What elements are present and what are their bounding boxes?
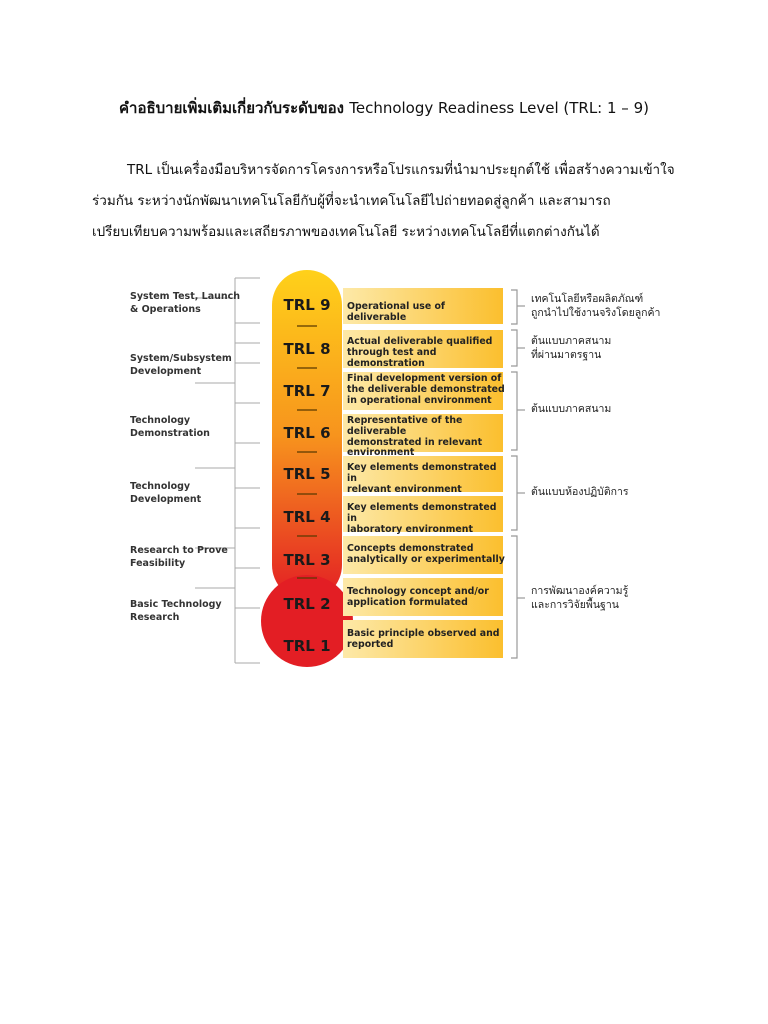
trl-8-label: TRL 8: [283, 340, 331, 358]
trl-9-label: TRL 9: [283, 296, 331, 314]
thai-group-lab-prototype: ต้นแบบห้องปฏิบัติการ: [531, 486, 629, 498]
trl-diagram: [115, 268, 675, 688]
trl-6-label: TRL 6: [283, 424, 331, 442]
paragraph-line-1: TRL เป็นเครื่องมือบริหารจัดการโครงการหรือโปรแกรมที่นำมาประยุกต์ใช้ เพื่อสร้างความเข้าใจ: [127, 162, 675, 178]
trl-6-description: Representative of the deliverable demonstrated in relevant environment: [347, 415, 483, 459]
trl-3-description: Concepts demonstrated analytically or experimentally: [347, 543, 505, 565]
paragraph-line-3: เปรียบเทียบความพร้อมและเสถียรภาพของเทคโนโลยี ระหว่างเทคโนโลยีที่แตกต่างกันได้: [92, 224, 600, 240]
stage-label-basic-research: Basic Technology Research: [130, 599, 222, 623]
trl-7-label: TRL 7: [283, 382, 331, 400]
page-heading: [0, 96, 768, 120]
stage-label-research-feasibility: Research to Prove Feasibility: [130, 545, 228, 569]
trl-4-label: TRL 4: [283, 508, 331, 526]
trl-2-label: TRL 2: [283, 595, 331, 613]
thai-group-basic-research: การพัฒนาองค์ความรู้ และการวิจัยพื้นฐาน: [531, 585, 629, 611]
stage-label-technology-development: Technology Development: [130, 481, 202, 505]
trl-9-description: Operational use of deliverable: [347, 301, 445, 323]
thai-group-field-prototype-standard: ต้นแบบภาคสนาม ที่ผ่านมาตรฐาน: [531, 335, 612, 361]
trl-5-label: TRL 5: [283, 465, 331, 483]
heading-english: Technology Readiness Level (TRL: 1 – 9): [349, 99, 649, 117]
trl-1-label: TRL 1: [283, 637, 331, 655]
stage-label-system-development: System/Subsystem Development: [130, 353, 232, 377]
paragraph-line-2: ร่วมกัน ระหว่างนักพัฒนาเทคโนโลยีกับผู้ที่จะนำเทคโนโลยีไปถ่ายทอดสู่ลูกค้า และสามารถ: [92, 193, 611, 209]
stage-label-technology-demonstration: Technology Demonstration: [130, 415, 210, 439]
trl-3-label: TRL 3: [283, 551, 331, 569]
trl-5-description: Key elements demonstrated in relevant environment: [347, 462, 497, 495]
thai-group-operational: เทคโนโลยีหรือผลิตภัณฑ์ ถูกนำไปใช้งานจริงโดยลูกค้า: [531, 293, 661, 319]
trl-1-description: Basic principle observed and reported: [347, 628, 500, 650]
thai-brackets: [511, 290, 525, 658]
trl-2-description: Technology concept and/or application formulated: [347, 586, 489, 608]
trl-8-description: Actual deliverable qualified through test and demonstration: [347, 336, 493, 369]
trl-4-description: Key elements demonstrated in laboratory environment: [347, 502, 497, 535]
stage-label-system-test: System Test, Launch & Operations: [130, 291, 241, 315]
trl-7-description: Final development version of the deliverable demonstrated in operational environment: [347, 373, 505, 406]
heading-thai: คำอธิบายเพิ่มเติมเกี่ยวกับระดับของ: [119, 99, 344, 117]
thai-group-field-prototype: ต้นแบบภาคสนาม: [531, 403, 612, 415]
